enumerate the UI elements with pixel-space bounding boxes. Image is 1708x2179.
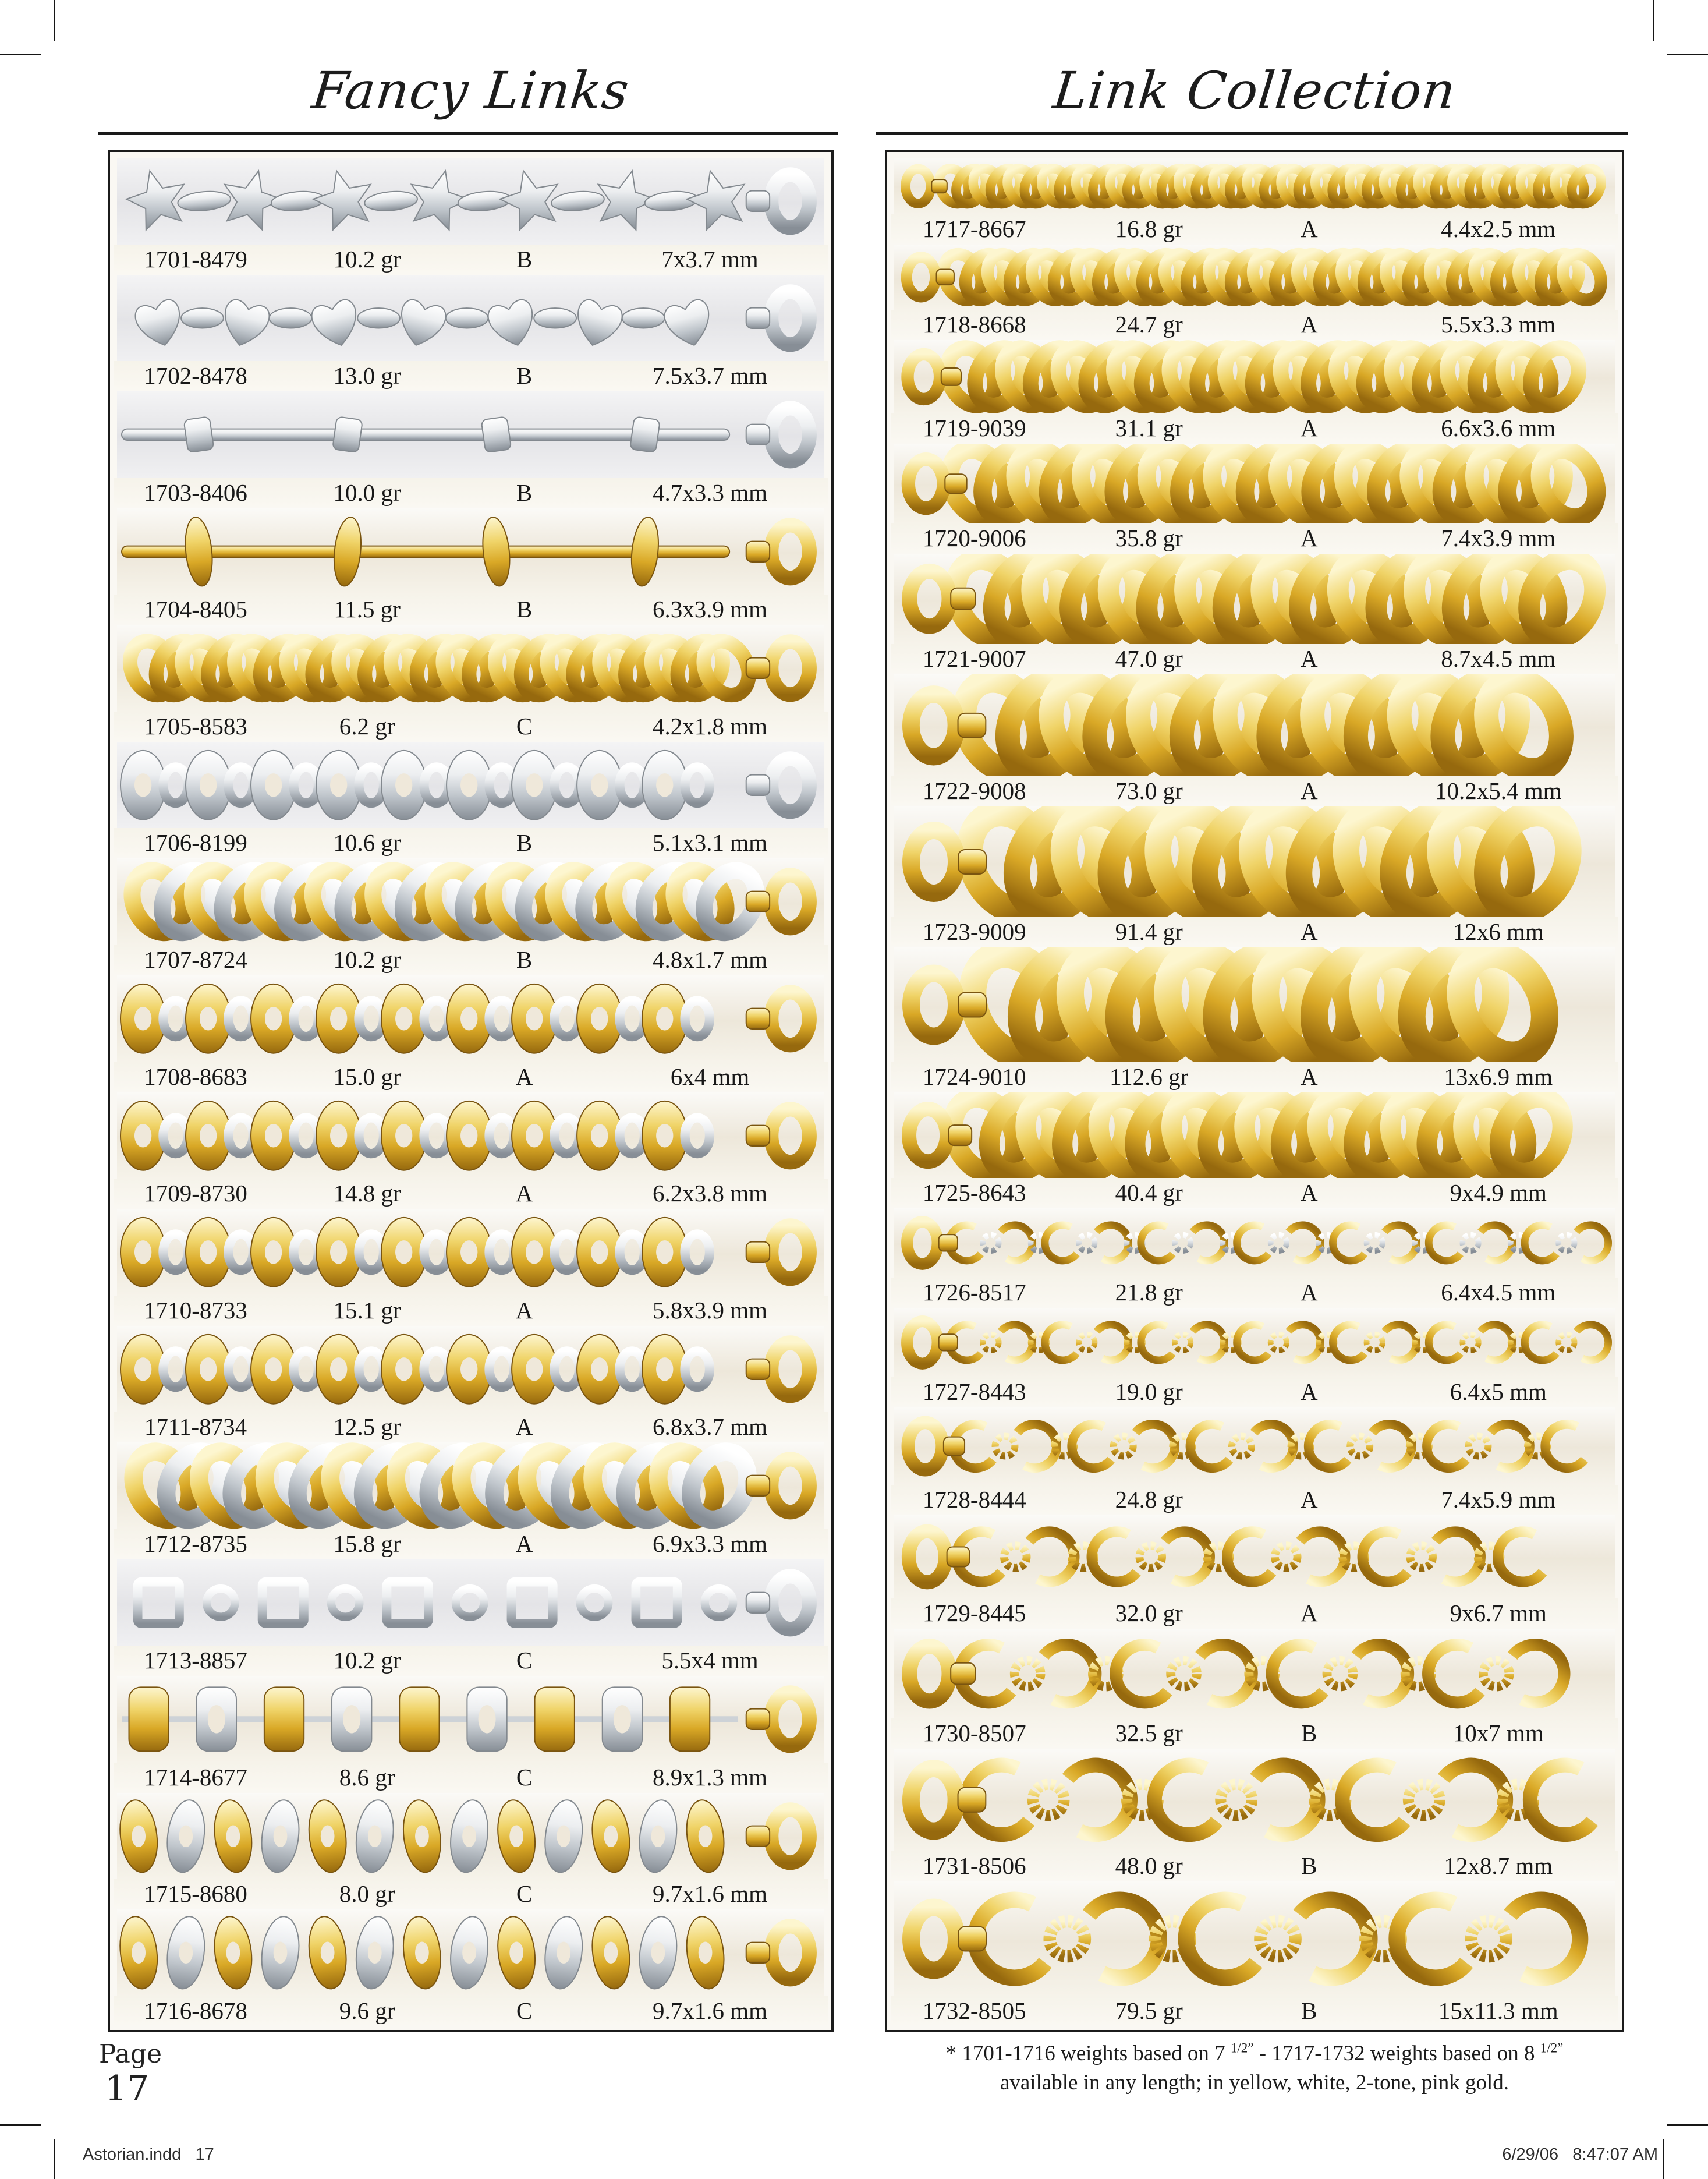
item-sku: 1730-8507: [922, 1720, 1026, 1747]
item-weight: 10.2 gr: [333, 245, 401, 273]
chain-photo: [894, 1092, 1615, 1178]
item-weight: 8.6 gr: [339, 1763, 395, 1791]
item-caption: [114, 478, 828, 507]
chain-image: [894, 1407, 1615, 1485]
item-size: 6.8x3.7 mm: [653, 1413, 768, 1441]
item-caption: [891, 1178, 1618, 1207]
item-sku: 1701-8479: [144, 245, 247, 273]
chain-image: [894, 1881, 1615, 1996]
chain-photo: [894, 1515, 1615, 1598]
item-size: 7x3.7 mm: [661, 245, 759, 273]
item-sku: 1705-8583: [144, 712, 247, 740]
item-caption: [114, 1412, 828, 1441]
item-grade: A: [515, 1413, 533, 1441]
chain-photo: [894, 158, 1615, 214]
item-grade: C: [516, 1647, 533, 1674]
item-grade: B: [516, 946, 533, 973]
item-weight: 16.8 gr: [1115, 215, 1183, 243]
chain-image: [894, 1092, 1615, 1178]
item-size: 6.3x3.9 mm: [653, 596, 768, 623]
catalog-row-1706-8199: [114, 741, 828, 858]
chain-photo: [894, 806, 1615, 917]
item-grade: A: [515, 1180, 533, 1207]
item-size: 10x7 mm: [1452, 1720, 1544, 1747]
item-sku: 1722-9008: [922, 777, 1026, 805]
catalog-row-1715-8680: [114, 1792, 828, 1909]
catalog-row-1729-8445: [891, 1514, 1618, 1628]
item-caption: [891, 1718, 1618, 1748]
chain-image: [894, 806, 1615, 917]
item-caption: [891, 523, 1618, 553]
item-sku: 1726-8517: [922, 1279, 1026, 1306]
item-sku: 1709-8730: [144, 1180, 247, 1207]
item-weight: 35.8 gr: [1115, 525, 1183, 552]
document-filename: Astorian.indd 17: [83, 2145, 214, 2164]
item-weight: 10.2 gr: [333, 1647, 401, 1674]
item-grade: B: [1301, 1852, 1317, 1879]
item-caption: [891, 310, 1618, 339]
item-caption: [114, 712, 828, 741]
chain-image: [894, 947, 1615, 1062]
chain-photo: [894, 1308, 1615, 1377]
chain-photo: [117, 1092, 824, 1179]
item-caption: [891, 1485, 1618, 1514]
item-size: 9x4.9 mm: [1450, 1179, 1547, 1207]
footnote-line1: * 1701-1716 weights based on 7 $^{1/2”}$ - 1717-1732 weights based on 8 $^{1/2”}$: [945, 2040, 1564, 2065]
item-size: 15x11.3 mm: [1438, 1997, 1558, 2024]
item-weight: 48.0 gr: [1115, 1852, 1183, 1879]
item-grade: A: [1300, 777, 1318, 805]
catalog-row-1712-8735: [114, 1441, 828, 1558]
catalog-row-1732-8505: [891, 1880, 1618, 2025]
item-grade: C: [516, 1997, 533, 2024]
header-rule: [98, 132, 838, 135]
chain-image: [117, 508, 824, 595]
chain-image: [117, 391, 824, 478]
item-sku: 1715-8680: [144, 1880, 247, 1908]
item-caption: [891, 917, 1618, 946]
chain-image: [117, 1326, 824, 1413]
chain-photo: [117, 1209, 824, 1296]
item-weight: 14.8 gr: [333, 1180, 401, 1207]
item-caption: [114, 1529, 828, 1558]
chain-photo: [117, 742, 824, 829]
catalog-row-1724-9010: [891, 946, 1618, 1091]
item-caption: [114, 1296, 828, 1325]
item-weight: 10.0 gr: [333, 479, 401, 506]
chain-photo: [117, 1676, 824, 1763]
catalog-row-1713-8857: [114, 1558, 828, 1675]
crop-mark: [1667, 2124, 1708, 2126]
item-weight: 13.0 gr: [333, 362, 401, 390]
item-grade: B: [516, 829, 533, 857]
item-sku: 1721-9007: [922, 645, 1026, 672]
chain-image: [894, 1749, 1615, 1851]
footnote: [885, 2039, 1624, 2097]
item-sku: 1731-8506: [922, 1852, 1026, 1879]
item-grade: B: [516, 479, 533, 506]
item-weight: 10.2 gr: [333, 946, 401, 973]
chain-photo: [894, 947, 1615, 1062]
item-grade: A: [1300, 525, 1318, 552]
section-title-fancy-links: Fancy Links: [309, 61, 632, 121]
page-number: 17: [105, 2068, 150, 2109]
item-sku: 1713-8857: [144, 1647, 247, 1674]
item-weight: 31.1 gr: [1115, 414, 1183, 441]
item-weight: 12.5 gr: [333, 1413, 401, 1441]
item-sku: 1716-8678: [144, 1997, 247, 2024]
chain-image: [117, 1209, 824, 1296]
chain-photo: [117, 1442, 824, 1529]
catalog-row-1701-8479: [114, 157, 828, 274]
item-caption: [891, 214, 1618, 243]
chain-image: [894, 340, 1615, 413]
chain-image: [117, 1442, 824, 1529]
item-size: 6.4x5 mm: [1450, 1378, 1547, 1405]
item-weight: 73.0 gr: [1115, 777, 1183, 805]
item-size: 12x8.7 mm: [1444, 1852, 1553, 1879]
item-sku: 1720-9006: [922, 525, 1026, 552]
chain-photo: [117, 275, 824, 362]
item-sku: 1724-9010: [922, 1063, 1026, 1091]
item-weight: 21.8 gr: [1115, 1279, 1183, 1306]
item-grade: A: [1300, 645, 1318, 672]
catalog-row-1707-8724: [114, 857, 828, 974]
chain-image: [894, 444, 1615, 523]
item-sku: 1706-8199: [144, 829, 247, 857]
catalog-row-1702-8478: [114, 274, 828, 391]
item-size: 7.4x5.9 mm: [1441, 1485, 1556, 1513]
item-caption: [891, 1996, 1618, 2025]
chain-image: [117, 1676, 824, 1763]
item-caption: [114, 1763, 828, 1792]
section-title-link-collection: Link Collection: [1050, 61, 1459, 121]
fancy-links-panel: [108, 150, 834, 2032]
chain-photo: [117, 1326, 824, 1413]
chain-image: [894, 158, 1615, 214]
item-weight: 32.0 gr: [1115, 1599, 1183, 1626]
item-caption: [114, 945, 828, 974]
item-grade: A: [1300, 1063, 1318, 1091]
item-weight: 15.1 gr: [333, 1296, 401, 1324]
item-size: 7.5x3.7 mm: [653, 362, 768, 390]
link-collection-panel: [885, 150, 1624, 2032]
item-caption: [891, 1278, 1618, 1307]
chain-image: [117, 1559, 824, 1646]
catalog-row-1717-8667: [891, 157, 1618, 243]
item-grade: A: [515, 1063, 533, 1090]
catalog-row-1714-8677: [114, 1675, 828, 1792]
item-grade: B: [516, 245, 533, 273]
item-weight: 8.0 gr: [339, 1880, 395, 1908]
item-sku: 1707-8724: [144, 946, 247, 973]
item-sku: 1714-8677: [144, 1763, 247, 1791]
chain-photo: [894, 674, 1615, 777]
item-sku: 1718-8668: [922, 311, 1026, 338]
chain-photo: [117, 975, 824, 1062]
catalog-row-1705-8583: [114, 624, 828, 741]
chain-image: [894, 554, 1615, 643]
chain-photo: [117, 391, 824, 478]
item-grade: A: [1300, 1279, 1318, 1306]
crop-mark: [54, 0, 55, 41]
item-grade: A: [1300, 215, 1318, 243]
item-weight: 10.6 gr: [333, 829, 401, 857]
item-grade: A: [515, 1530, 533, 1557]
chain-image: [117, 275, 824, 362]
item-caption: [114, 595, 828, 624]
item-weight: 79.5 gr: [1115, 1997, 1183, 2024]
item-weight: 15.8 gr: [333, 1530, 401, 1557]
item-grade: A: [1300, 918, 1318, 946]
item-size: 5.8x3.9 mm: [653, 1296, 768, 1324]
item-grade: A: [1300, 311, 1318, 338]
chain-photo: [894, 245, 1615, 310]
item-grade: C: [516, 1880, 533, 1908]
chain-image: [117, 742, 824, 829]
item-weight: 112.6 gr: [1110, 1063, 1189, 1091]
chain-image: [117, 625, 824, 712]
chain-photo: [117, 1793, 824, 1880]
item-grade: A: [1300, 414, 1318, 441]
catalog-row-1731-8506: [891, 1748, 1618, 1880]
item-grade: A: [515, 1296, 533, 1324]
chain-photo: [117, 1559, 824, 1646]
item-sku: 1725-8643: [922, 1179, 1026, 1207]
item-sku: 1729-8445: [922, 1599, 1026, 1626]
item-caption: [114, 1996, 828, 2025]
item-size: 6x4 mm: [670, 1063, 750, 1090]
chain-image: [117, 975, 824, 1062]
item-sku: 1712-8735: [144, 1530, 247, 1557]
chain-image: [117, 858, 824, 945]
chain-image: [894, 1208, 1615, 1278]
item-sku: 1710-8733: [144, 1296, 247, 1324]
item-caption: [891, 644, 1618, 673]
item-size: 5.5x4 mm: [661, 1647, 759, 1674]
item-size: 4.4x2.5 mm: [1441, 215, 1556, 243]
item-size: 7.4x3.9 mm: [1441, 525, 1556, 552]
chain-photo: [894, 1749, 1615, 1851]
item-sku: 1711-8734: [144, 1413, 247, 1441]
catalog-row-1718-8668: [891, 243, 1618, 339]
item-grade: B: [1301, 1720, 1317, 1747]
item-weight: 47.0 gr: [1115, 645, 1183, 672]
item-sku: 1732-8505: [922, 1997, 1026, 2024]
item-size: 5.1x3.1 mm: [653, 829, 768, 857]
item-caption: [114, 245, 828, 274]
header-rule: [876, 132, 1628, 135]
item-grade: A: [1300, 1378, 1318, 1405]
item-sku: 1704-8405: [144, 596, 247, 623]
catalog-row-1725-8643: [891, 1091, 1618, 1207]
item-sku: 1708-8683: [144, 1063, 247, 1090]
item-sku: 1717-8667: [922, 215, 1026, 243]
item-size: 8.9x1.3 mm: [653, 1763, 768, 1791]
item-size: 8.7x4.5 mm: [1441, 645, 1556, 672]
item-weight: 40.4 gr: [1115, 1179, 1183, 1207]
item-grade: B: [1301, 1997, 1317, 2024]
page-label: Page: [99, 2039, 162, 2069]
chain-photo: [117, 158, 824, 245]
item-weight: 9.6 gr: [339, 1997, 395, 2024]
crop-mark: [0, 2124, 41, 2126]
item-caption: [114, 1062, 828, 1091]
item-size: 6.9x3.3 mm: [653, 1530, 768, 1557]
catalog-row-1726-8517: [891, 1207, 1618, 1307]
item-sku: 1719-9039: [922, 414, 1026, 441]
crop-mark: [1663, 2139, 1664, 2179]
chain-photo: [894, 1881, 1615, 1996]
footnote-line2: available in any length; in yellow, white, 2-tone, pink gold.: [1000, 2071, 1509, 2095]
crop-mark: [1667, 54, 1708, 55]
catalog-row-1709-8730: [114, 1091, 828, 1208]
item-grade: C: [516, 712, 533, 740]
chain-photo: [117, 858, 824, 945]
catalog-row-1710-8733: [114, 1208, 828, 1325]
item-weight: 19.0 gr: [1115, 1378, 1183, 1405]
catalog-row-1716-8678: [114, 1908, 828, 2025]
item-caption: [114, 1179, 828, 1208]
chain-image: [894, 1515, 1615, 1598]
chain-photo: [117, 625, 824, 712]
catalog-row-1721-9007: [891, 553, 1618, 673]
item-weight: 11.5 gr: [334, 596, 401, 623]
chain-photo: [894, 340, 1615, 413]
item-caption: [891, 776, 1618, 805]
crop-mark: [54, 2139, 55, 2179]
item-grade: B: [516, 596, 533, 623]
chain-photo: [894, 1629, 1615, 1718]
crop-mark: [0, 54, 41, 55]
item-size: 13x6.9 mm: [1444, 1063, 1553, 1091]
chain-image: [117, 158, 824, 245]
item-weight: 24.7 gr: [1115, 311, 1183, 338]
item-size: 6.2x3.8 mm: [653, 1180, 768, 1207]
item-weight: 91.4 gr: [1115, 918, 1183, 946]
item-size: 10.2x5.4 mm: [1434, 777, 1562, 805]
chain-image: [894, 1308, 1615, 1377]
chain-photo: [117, 1909, 824, 1996]
item-size: 6.4x4.5 mm: [1441, 1279, 1556, 1306]
catalog-row-1720-9006: [891, 443, 1618, 553]
chain-image: [117, 1793, 824, 1880]
item-caption: [114, 1879, 828, 1908]
chain-image: [117, 1092, 824, 1179]
chain-image: [894, 245, 1615, 310]
item-size: 12x6 mm: [1452, 918, 1544, 946]
item-caption: [891, 413, 1618, 443]
chain-photo: [894, 444, 1615, 523]
item-caption: [114, 828, 828, 857]
item-caption: [114, 361, 828, 390]
item-grade: C: [516, 1763, 533, 1791]
item-size: 4.7x3.3 mm: [653, 479, 768, 506]
item-weight: 24.8 gr: [1115, 1485, 1183, 1513]
catalog-row-1719-9039: [891, 339, 1618, 443]
catalog-row-1703-8406: [114, 390, 828, 507]
chain-photo: [894, 554, 1615, 643]
item-grade: A: [1300, 1599, 1318, 1626]
item-size: 6.6x3.6 mm: [1441, 414, 1556, 441]
catalog-row-1722-9008: [891, 673, 1618, 806]
item-sku: 1723-9009: [922, 918, 1026, 946]
item-grade: B: [516, 362, 533, 390]
catalog-row-1728-8444: [891, 1406, 1618, 1514]
item-size: 5.5x3.3 mm: [1441, 311, 1556, 338]
chain-photo: [894, 1208, 1615, 1278]
catalog-row-1723-9009: [891, 805, 1618, 946]
item-sku: 1728-8444: [922, 1485, 1026, 1513]
chain-photo: [894, 1407, 1615, 1485]
item-caption: [891, 1062, 1618, 1091]
crop-mark: [1653, 0, 1654, 41]
catalog-row-1711-8734: [114, 1325, 828, 1442]
item-caption: [891, 1851, 1618, 1880]
item-size: 9.7x1.6 mm: [653, 1880, 768, 1908]
item-grade: A: [1300, 1485, 1318, 1513]
item-sku: 1727-8443: [922, 1378, 1026, 1405]
catalog-row-1730-8507: [891, 1628, 1618, 1748]
item-sku: 1703-8406: [144, 479, 247, 506]
catalog-row-1727-8443: [891, 1307, 1618, 1406]
catalog-row-1708-8683: [114, 974, 828, 1091]
chain-image: [894, 1629, 1615, 1718]
item-size: 4.2x1.8 mm: [653, 712, 768, 740]
item-sku: 1702-8478: [144, 362, 247, 390]
print-timestamp: 6/29/06 8:47:07 AM: [1502, 2145, 1658, 2164]
item-size: 9x6.7 mm: [1450, 1599, 1547, 1626]
item-grade: A: [1300, 1179, 1318, 1207]
chain-image: [117, 1909, 824, 1996]
item-caption: [891, 1377, 1618, 1406]
item-size: 4.8x1.7 mm: [653, 946, 768, 973]
item-size: 9.7x1.6 mm: [653, 1997, 768, 2024]
catalog-row-1704-8405: [114, 507, 828, 624]
item-weight: 32.5 gr: [1115, 1720, 1183, 1747]
item-caption: [114, 1646, 828, 1675]
item-caption: [891, 1598, 1618, 1628]
chain-photo: [117, 508, 824, 595]
item-weight: 6.2 gr: [339, 712, 395, 740]
item-weight: 15.0 gr: [333, 1063, 401, 1090]
chain-image: [894, 674, 1615, 777]
